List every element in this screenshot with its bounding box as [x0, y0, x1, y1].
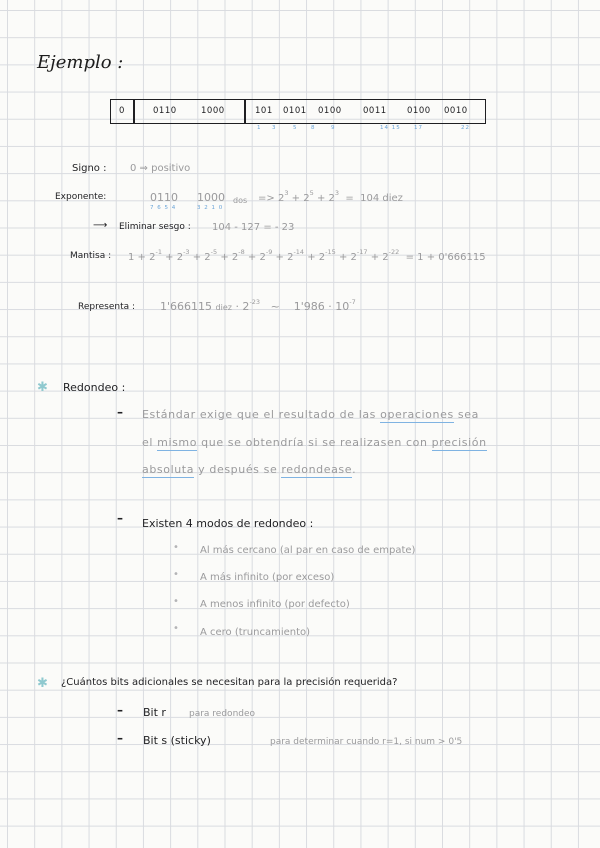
asterisk-bullet-icon: ✱: [37, 676, 48, 691]
box-divider: [133, 100, 135, 123]
mantisa-expansion: $1 + 2^{-1} + 2^{-3} + 2^{-5} + 2^{-8} + 2^{-9} + 2^{-14} + 2^{-15} + 2^{-17} + 2^{-22} = 1 + 0'666115$: [128, 248, 486, 263]
mode-item: A menos infinito (por defecto): [200, 599, 350, 610]
redondeo-paragraph-line-1: Estándar exige que el resultado de las operaciones sea: [142, 408, 479, 421]
signo-value: 0 ⇒ positivo: [130, 163, 191, 174]
mode-item: A cero (truncamiento): [200, 627, 311, 638]
exponente-label: Exponente:: [55, 192, 107, 202]
bit-position: 1: [257, 125, 262, 131]
mantisa-label: Mantisa :: [70, 251, 112, 261]
representa-label: Representa :: [78, 302, 136, 312]
bit-position: 22: [461, 125, 470, 131]
dot-bullet: •: [173, 542, 179, 553]
dash-bullet: –: [117, 511, 123, 525]
mantissa-group: 0011: [363, 106, 387, 116]
bit-position: 5: [293, 125, 298, 131]
mantissa-group: 0100: [407, 106, 431, 116]
redondeo-paragraph-line-3: absoluta y después se redondease.: [142, 463, 357, 476]
bit-position: 17: [414, 125, 423, 131]
asterisk-bullet-icon: ✱: [37, 380, 48, 395]
mode-item: Al más cercano (al par en caso de empate): [200, 545, 416, 556]
redondeo-paragraph-line-2: el mismo que se obtendría si se realizasen con precisión: [142, 436, 487, 449]
exponente-bits-high: 0110: [150, 191, 178, 204]
mode-item: A más infinito (por exceso): [200, 572, 335, 583]
exponent-bits-low: 1000: [201, 106, 225, 116]
dot-bullet: •: [173, 623, 179, 634]
exponent-positions-high: 7 6 5 4: [150, 205, 177, 211]
exponent-positions-low: 3 2 1 0: [197, 205, 224, 211]
eliminar-sesgo-label: Eliminar sesgo :: [119, 222, 191, 232]
exponente-expansion: => $2^3 + 2^5 + 2^3 = 104$ diez: [258, 189, 403, 204]
redondeo-heading: Redondeo :: [63, 381, 126, 394]
mantissa-group: 0100: [318, 106, 342, 116]
bit-s-desc: para determinar cuando r=1, si num > 0'5: [270, 737, 463, 747]
dash-bullet: –: [117, 731, 123, 745]
eliminar-sesgo-expr: 104 - 127 = - 23: [212, 222, 295, 233]
dot-bullet: •: [173, 596, 179, 607]
modes-intro: Existen 4 modos de redondeo :: [142, 517, 314, 530]
dot-bullet: •: [173, 569, 179, 580]
dash-bullet: –: [117, 703, 123, 717]
bit-position: 8: [311, 125, 316, 131]
mantissa-group: 101: [255, 106, 273, 116]
base-subscript: dos: [233, 196, 248, 205]
representa-expression: 1'666115 diez · $2^{-23}$ ~ $1'986 \cdot 10^{-7}$: [160, 298, 356, 313]
bits-question-heading: ¿Cuántos bits adicionales se necesitan para la precisión requerida?: [61, 677, 398, 688]
page-title: Ejemplo :: [37, 52, 124, 73]
arrow-icon: ⟶: [93, 220, 108, 231]
exponente-bits-low: 1000: [197, 191, 225, 204]
bit-s-label: Bit s (sticky): [143, 734, 211, 747]
mantissa-group: 0101: [283, 106, 307, 116]
bit-position: 9: [331, 125, 336, 131]
bit-position: 3: [272, 125, 277, 131]
signo-label: Signo :: [72, 163, 107, 174]
exponent-bits-high: 0110: [153, 106, 177, 116]
bit-pattern-box: [110, 99, 486, 124]
bit-r-label: Bit r: [143, 706, 166, 719]
sign-bit: 0: [119, 106, 125, 116]
mantissa-group: 0010: [444, 106, 468, 116]
bit-position: 14 15: [380, 125, 401, 131]
dash-bullet: –: [117, 405, 123, 419]
box-divider: [244, 100, 246, 123]
bit-r-desc: para redondeo: [189, 709, 256, 719]
